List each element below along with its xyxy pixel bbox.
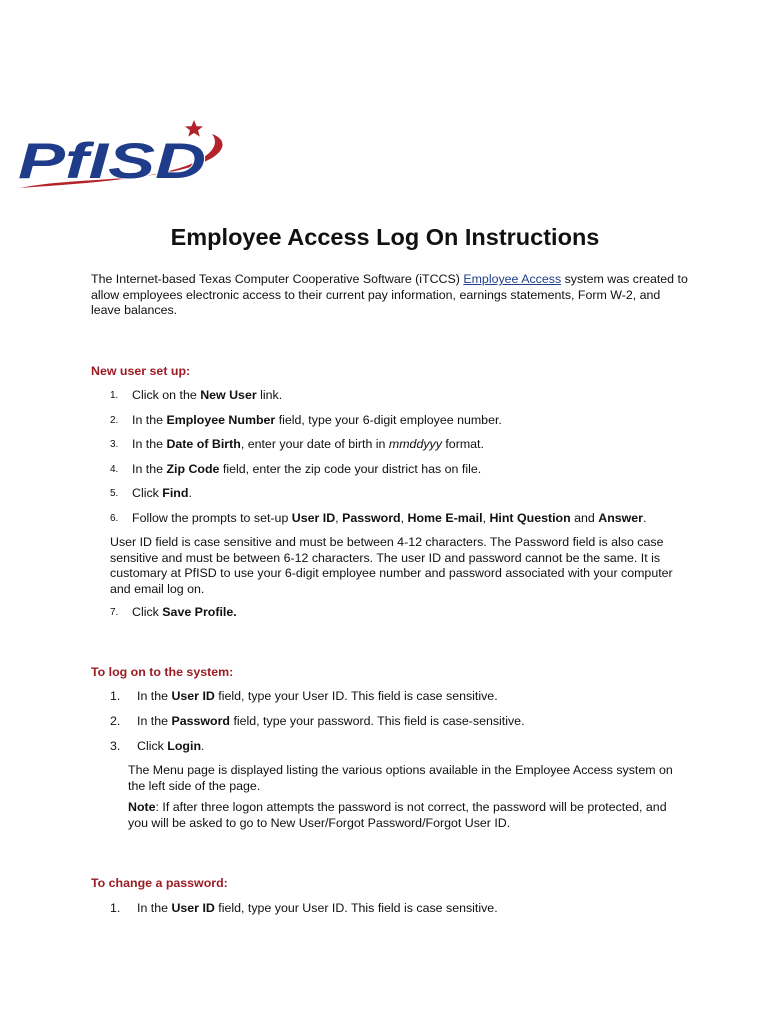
page-title: Employee Access Log On Instructions	[170, 224, 600, 250]
logon-note: Note: If after three logon attempts the password is not correct, the password will be protected, and you will be asked to go to New User/Forgot Password/Forgot User ID.	[128, 800, 667, 830]
pfisd-logo	[16, 118, 228, 192]
user-id-note: User ID field is case sensitive and must be between 4-12 characters. The Password field is also case sensitive and must be between 6-12 characters. The user ID and password cannot be the same. It is customary at PfISD to use your 6-digit employee number and password associated with your computer and email log on.	[110, 535, 673, 596]
employee-access-link[interactable]: Employee Access	[463, 272, 562, 286]
intro-paragraph: The Internet-based Texas Computer Cooperative Software (iTCCS) Employee Access system was created to allow employees electronic access to their current pay information, earnings statements, Form W-2, and leave balances.	[91, 272, 688, 317]
logo-text: PfISD	[18, 133, 206, 189]
change-password-heading: To change a password:	[91, 876, 228, 890]
menu-page-text: The Menu page is displayed listing the various options available in the Employee Access system on the left side of the page.	[128, 763, 673, 793]
log-on-heading: To log on to the system:	[91, 665, 234, 679]
new-user-heading: New user set up:	[91, 364, 191, 378]
